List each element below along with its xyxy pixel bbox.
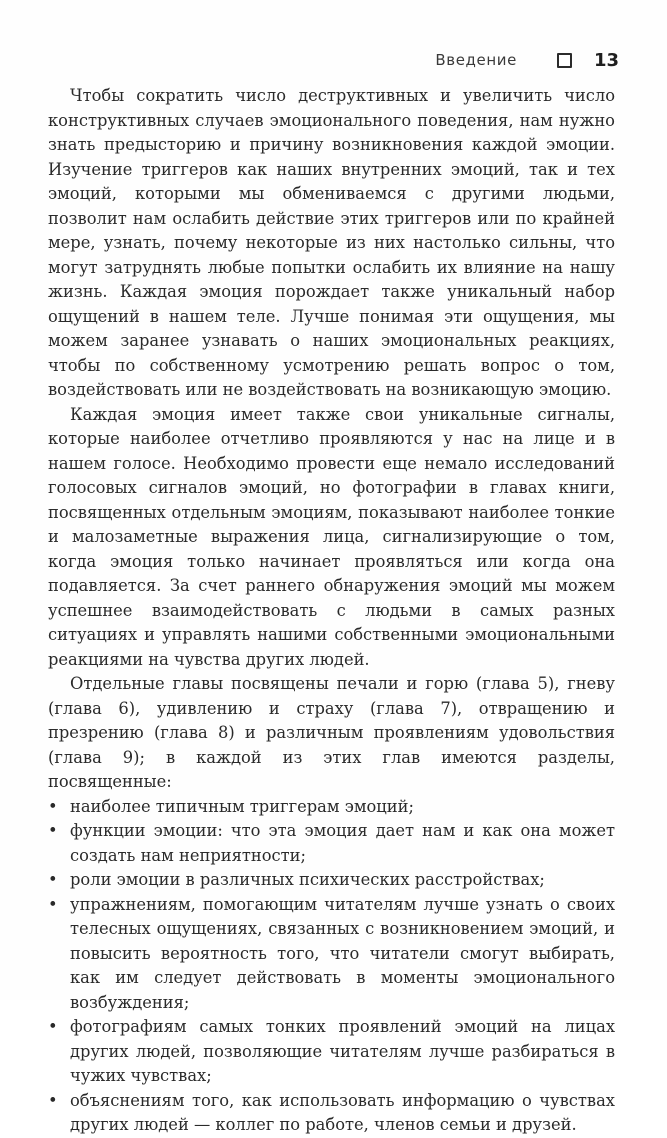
page-number: 13 — [593, 49, 619, 71]
list-item — [48, 868, 615, 893]
list-item-text: фотографиям самых тонких проявлений эмоций на лицах других людей, позволяющие читателям лучше разбираться в чужих чувствах; — [70, 1017, 615, 1085]
list-item-text: упражнениям, помогающим читателям лучше узнать о своих телесных ощущениях, связанных с возникновением эмоций, и повысить вероятность того, что читатели смогут выбирать, как им следует действовать в моменты эмоционального возбуждения; — [70, 894, 615, 1012]
list-item-text: роли эмоции в различных психических расстройствах; — [70, 870, 545, 889]
list-item — [48, 1015, 615, 1089]
square-icon — [557, 53, 572, 68]
bullet-icon: • — [48, 1090, 58, 1110]
bullet-icon: • — [48, 870, 58, 889]
list-item-text: функции эмоции: что эта эмоция дает нам и как она может создать нам неприятности; — [70, 821, 615, 865]
bullet-list — [48, 795, 615, 1138]
bullet-icon: • — [48, 821, 58, 840]
list-item — [48, 1089, 615, 1138]
list-item-text: объяснениям того, как использовать информацию о чувствах других людей — коллег по работе, членов семьи и друзей. — [70, 1090, 615, 1134]
body-text — [48, 84, 615, 1138]
list-item-text: наиболее типичным триггерам эмоций; — [70, 796, 414, 816]
bullet-icon: • — [48, 796, 58, 816]
paragraph: Каждая эмоция имеет также свои уникальные сигналы, которые наиболее отчетливо проявляются у нас на лице и в нашем голосе. Необходимо провести еще немало исследований голосовых сигналов эмоций, но фотографии в главах книги, посвященных отдельным эмоциям, показывают наиболее тонкие и малозаметные выражения лица, сигнализирующие о том, когда эмоция только начинает проявляться или когда она подавляется. За счет раннего обнаружения эмоций мы можем успешнее взаимодействовать с людьми в самых разных ситуациях и управлять нашими собственными эмоциональными реакциями на чувства других людей. — [48, 404, 615, 669]
list-item — [48, 819, 615, 868]
section-title: Введение — [435, 51, 517, 69]
bullet-icon: • — [48, 894, 58, 914]
list-item — [48, 795, 615, 820]
paragraph: Отдельные главы посвящены печали и горю (глава 5), гневу (глава 6), удивлению и страху (глава 7), отвращению и презрению (глава 8) и различным проявлениям удовольствия (глава 9); в каждой из этих глав имеются разделы, посвященные: — [48, 674, 615, 791]
bullet-icon: • — [48, 1017, 58, 1036]
running-header — [435, 47, 619, 73]
list-item — [48, 893, 615, 1016]
paragraph: Чтобы сократить число деструктивных и увеличить число конструктивных случаев эмоционального поведения, нам нужно знать предысторию и причину возникновения каждой эмоции. Изучение триггеров как наших внутренних эмоций, так и тех эмоций, которыми мы обмениваемся с другими людьми, позволит нам ослабить действие этих триггеров или по крайней мере, узнать, почему некоторые из них настолько сильны, что могут затруднять любые попытки ослабить их влияние на нашу жизнь. Каждая эмоция порождает также уникальный набор ощущений в нашем теле. Лучше понимая эти ощущения, мы можем заранее узнавать о наших эмоциональных реакциях, чтобы по собственному усмотрению решать вопрос о том, воздействовать или не воздействовать на возникающую эмоцию. — [48, 86, 615, 399]
